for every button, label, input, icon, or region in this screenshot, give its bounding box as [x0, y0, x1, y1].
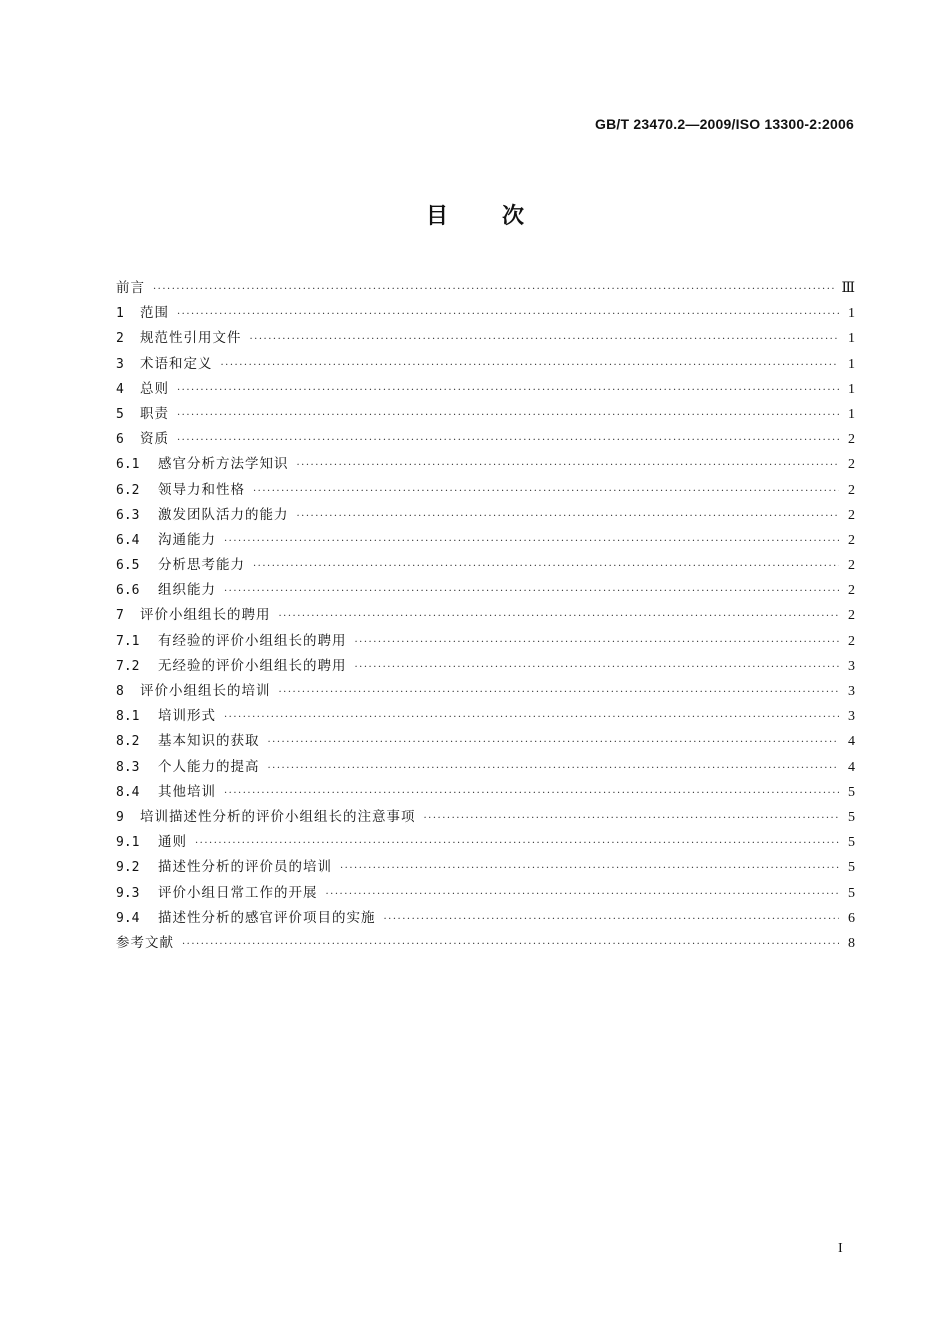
toc-entry-number: 8.1	[116, 709, 140, 725]
toc-entry[interactable]	[116, 931, 855, 956]
toc-entry-label: 分析思考能力	[158, 557, 245, 574]
toc-entry[interactable]	[116, 427, 855, 452]
toc-entry-number: 1	[116, 306, 124, 322]
toc-dot-leader	[326, 882, 840, 907]
page-title: 目次	[425, 204, 578, 229]
toc-entry-page: 2	[848, 558, 855, 574]
toc-entry-label: 有经验的评价小组组长的聘用	[158, 632, 347, 649]
toc-entry[interactable]	[116, 503, 855, 528]
toc-entry[interactable]	[116, 377, 855, 402]
toc-dot-leader	[182, 932, 839, 957]
toc-entry-number: 8.2	[116, 734, 140, 750]
toc-entry-number: 5	[116, 406, 124, 422]
toc-entry-number: 6	[116, 432, 124, 448]
toc-entry-page: 2	[848, 633, 855, 649]
toc-entry-label: 沟通能力	[158, 531, 216, 548]
toc-entry-number: 6.4	[116, 532, 140, 548]
standard-code-header: GB/T 23470.2—2009/ISO 13300-2:2006	[595, 116, 854, 132]
toc-entry-label: 感官分析方法学知识	[158, 456, 289, 473]
toc-entry-page: 2	[848, 583, 855, 599]
toc-entry[interactable]	[116, 881, 855, 906]
toc-entry[interactable]	[116, 629, 855, 654]
toc-entry-number: 9	[116, 809, 124, 825]
toc-entry[interactable]	[116, 830, 855, 855]
toc-entry-page: 5	[848, 784, 855, 800]
toc-dot-leader	[250, 327, 840, 352]
toc-entry-label: 组织能力	[158, 582, 216, 599]
toc-entry-label: 评价小组组长的培训	[140, 683, 271, 699]
page-number: I	[838, 1241, 843, 1256]
toc-entry[interactable]	[116, 906, 855, 931]
toc-entry-page: 1	[848, 356, 855, 372]
toc-entry-page: 3	[848, 709, 855, 725]
toc-entry-label: 个人能力的提高	[158, 758, 260, 775]
toc-entry-label: 规范性引用文件	[140, 330, 242, 347]
toc-entry-label: 资质	[140, 431, 169, 448]
toc-entry-number: 7.1	[116, 633, 140, 649]
toc-dot-leader	[224, 579, 839, 604]
toc-entry[interactable]	[116, 805, 855, 830]
toc-dot-leader	[177, 403, 839, 428]
toc-entry[interactable]	[116, 301, 855, 326]
toc-entry-number: 6.6	[116, 583, 140, 599]
toc-entry-number: 9.4	[116, 910, 140, 926]
toc-entry[interactable]	[116, 578, 855, 603]
toc-entry-label: 基本知识的获取	[158, 733, 260, 750]
toc-dot-leader	[253, 554, 839, 579]
toc-entry-page: 1	[848, 331, 855, 347]
toc-entry-number: 9.2	[116, 860, 140, 876]
toc-entry-page: 2	[848, 532, 855, 548]
toc-dot-leader	[221, 353, 840, 378]
toc-entry-page: 4	[848, 759, 855, 775]
toc-entry-page: 5	[848, 860, 855, 876]
toc-dot-leader	[297, 453, 840, 478]
toc-entry-number: 7.2	[116, 658, 140, 674]
toc-entry-label: 描述性分析的评价员的培训	[158, 859, 332, 876]
toc-entry[interactable]	[116, 528, 855, 553]
toc-entry[interactable]	[116, 276, 855, 301]
toc-dot-leader	[340, 856, 839, 881]
toc-entry-number: 6.1	[116, 457, 140, 473]
toc-entry[interactable]	[116, 326, 855, 351]
toc-entry[interactable]	[116, 603, 855, 628]
toc-entry[interactable]	[116, 755, 855, 780]
toc-entry-label: 其他培训	[158, 783, 216, 800]
toc-entry-number: 9.3	[116, 885, 140, 901]
toc-entry[interactable]	[116, 352, 855, 377]
toc-entry-number: 9.1	[116, 835, 140, 851]
toc-entry[interactable]	[116, 679, 855, 704]
toc-entry-page: 2	[848, 608, 855, 624]
toc-entry-label: 前言	[116, 280, 145, 296]
toc-entry[interactable]	[116, 452, 855, 477]
toc-entry-label: 领导力和性格	[158, 481, 245, 498]
toc-entry-page: 2	[848, 507, 855, 523]
toc-dot-leader	[153, 277, 835, 302]
toc-dot-leader	[297, 504, 840, 529]
toc-entry-page: Ⅲ	[841, 281, 855, 296]
toc-entry-page: 4	[848, 734, 855, 750]
toc-entry-number: 4	[116, 381, 124, 397]
toc-entry[interactable]	[116, 478, 855, 503]
toc-entry[interactable]	[116, 855, 855, 880]
toc-entry-number: 6.5	[116, 558, 140, 574]
toc-entry-page: 5	[848, 885, 855, 901]
toc-entry-page: 2	[848, 482, 855, 498]
toc-entry-label: 激发团队活力的能力	[158, 506, 289, 523]
toc-entry[interactable]	[116, 780, 855, 805]
toc-dot-leader	[177, 378, 839, 403]
toc-entry-number: 2	[116, 331, 124, 347]
toc-entry-page: 5	[848, 835, 855, 851]
toc-dot-leader	[177, 302, 839, 327]
toc-dot-leader	[224, 705, 839, 730]
toc-entry-page: 6	[848, 910, 855, 926]
toc-dot-leader	[268, 756, 840, 781]
toc-entry-label: 描述性分析的感官评价项目的实施	[158, 909, 376, 926]
toc-entry-number: 3	[116, 356, 124, 372]
toc-entry-number: 6.2	[116, 482, 140, 498]
table-of-contents	[116, 276, 855, 956]
toc-entry[interactable]	[116, 553, 855, 578]
toc-dot-leader	[253, 479, 839, 504]
toc-entry-label: 术语和定义	[140, 355, 213, 372]
toc-entry-page: 2	[848, 432, 855, 448]
toc-entry-page: 8	[848, 935, 855, 951]
toc-dot-leader	[177, 428, 839, 453]
toc-dot-leader	[355, 630, 840, 655]
toc-entry-label: 参考文献	[116, 934, 174, 951]
toc-entry-label: 评价小组日常工作的开展	[158, 884, 318, 901]
toc-dot-leader	[224, 781, 839, 806]
toc-entry-page: 2	[848, 457, 855, 473]
toc-dot-leader	[424, 806, 840, 831]
toc-dot-leader	[224, 529, 839, 554]
toc-entry-label: 无经验的评价小组组长的聘用	[158, 657, 347, 674]
toc-dot-leader	[279, 680, 840, 705]
toc-entry-page: 1	[848, 406, 855, 422]
toc-entry-number: 6.3	[116, 507, 140, 523]
toc-entry[interactable]	[116, 402, 855, 427]
toc-entry-label: 评价小组组长的聘用	[140, 607, 271, 624]
toc-dot-leader	[268, 730, 840, 755]
toc-entry-label: 范围	[140, 305, 169, 322]
toc-entry-page: 3	[848, 658, 855, 674]
toc-entry[interactable]	[116, 704, 855, 729]
toc-entry-number: 8.3	[116, 759, 140, 775]
toc-entry-number: 8	[116, 684, 124, 699]
toc-entry-number: 8.4	[116, 784, 140, 800]
toc-entry-label: 培训描述性分析的评价小组组长的注意事项	[140, 808, 416, 825]
toc-entry-number: 7	[116, 608, 124, 624]
toc-entry-page: 3	[848, 684, 855, 699]
toc-entry-page: 1	[848, 381, 855, 397]
toc-dot-leader	[279, 604, 840, 629]
toc-dot-leader	[195, 831, 839, 856]
toc-entry-page: 5	[848, 809, 855, 825]
toc-entry[interactable]	[116, 729, 855, 754]
toc-entry[interactable]	[116, 654, 855, 679]
toc-entry-label: 通则	[158, 834, 187, 851]
toc-entry-page: 1	[848, 306, 855, 322]
toc-entry-label: 总则	[140, 380, 169, 397]
toc-entry-label: 培训形式	[158, 708, 216, 725]
toc-dot-leader	[355, 655, 840, 680]
toc-entry-label: 职责	[140, 405, 169, 422]
toc-dot-leader	[384, 907, 840, 932]
